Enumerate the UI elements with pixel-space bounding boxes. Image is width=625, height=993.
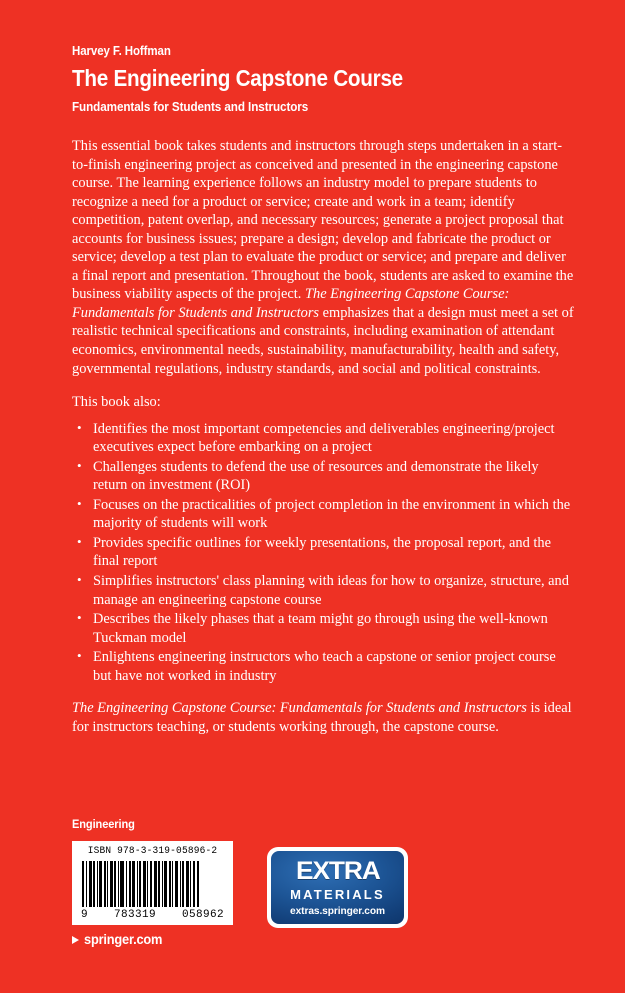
barcode-bars: [82, 861, 224, 907]
isbn-barcode: [72, 841, 233, 925]
barcode-digits: [79, 909, 226, 921]
extra-materials-badge[interactable]: [267, 847, 408, 928]
list-item: • Provides specific outlines for weekly presentations, the proposal report, and the final report: [72, 534, 575, 571]
cover-blurb: [72, 137, 575, 736]
cover-header: [72, 44, 572, 115]
book-subtitle: Fundamentals for Students and Instructors: [72, 99, 309, 115]
list-item: • Enlightens engineering instructors who teach a capstone or senior project course but have not worked in industry: [72, 648, 575, 685]
isbn-number: ISBN 978-3-319-05896-2: [87, 846, 218, 857]
barcode-digits-left: 783319: [113, 909, 156, 921]
blurb-paragraph: [72, 137, 575, 378]
extra-materials-inner: [271, 851, 404, 924]
closing-title-italic: The Engineering Capstone Course: Fundamentals for Students and Instructors: [72, 700, 527, 717]
list-item: • Simplifies instructors' class planning with ideas for how to organize, structure, and manage an engineering capstone course: [72, 572, 575, 609]
subject-category-label: Engineering: [72, 817, 135, 831]
extra-label: EXTRA: [295, 857, 380, 886]
barcode-digits-right: 058962: [181, 909, 224, 921]
feature-bullet-list: [72, 420, 575, 686]
book-title: The Engineering Capstone Course: [72, 65, 403, 91]
blurb-text-a: This essential book takes students and instructors through steps undertaken in a start-to-finish engineering project as conceived and presented in the engineering capstone course. The learning experience follows an industry model to prepare students to recognize a need for a product or service; create and work in a team; identify competition, patent overlap, and necessary resources; generate a project proposal that accounts for business issues; prepare a design; develop and fabricate the product or service; develop a test plan to evaluate the product or service; and prepare and deliver a final report and presentation. Throughout the book, students are asked to examine the business viability aspects of the project.: [72, 138, 574, 303]
materials-label: MATERIALS: [290, 887, 385, 903]
springer-website[interactable]: [72, 932, 166, 947]
list-item: • Challenges students to defend the use of resources and demonstrate the likely return on investment (ROI): [72, 458, 575, 495]
barcode-digit-first: 9: [81, 909, 89, 921]
closing-paragraph: [72, 699, 575, 736]
list-item: • Identifies the most important competencies and deliverables engineering/project executives expect before embarking on a project: [72, 420, 575, 457]
springer-url-text: springer.com: [84, 932, 163, 947]
author-name: Harvey F. Hoffman: [72, 44, 171, 58]
play-triangle-icon: [72, 936, 79, 944]
closing-text: is ideal for instructors teaching, or students working through, the capstone course.: [72, 700, 572, 735]
blurb-text-b: emphasizes that a design must meet a set of realistic technical specifications and constraints, including examination of attendant economics, environmental needs, sustainability, manufacturability, health and safety, governmental regulations, industry standards, and social and political constraints.: [72, 304, 574, 377]
bullets-lead-in: This book also:: [72, 394, 161, 411]
list-item: • Describes the likely phases that a team might go through using the well-known Tuckman model: [72, 610, 575, 647]
extras-url-text: extras.springer.com: [290, 906, 385, 918]
blurb-title-italic: The Engineering Capstone Course: Fundamentals for Students and Instructors: [72, 286, 510, 321]
list-item: • Focuses on the practicalities of project completion in the environment in which the majority of students will work: [72, 496, 575, 533]
